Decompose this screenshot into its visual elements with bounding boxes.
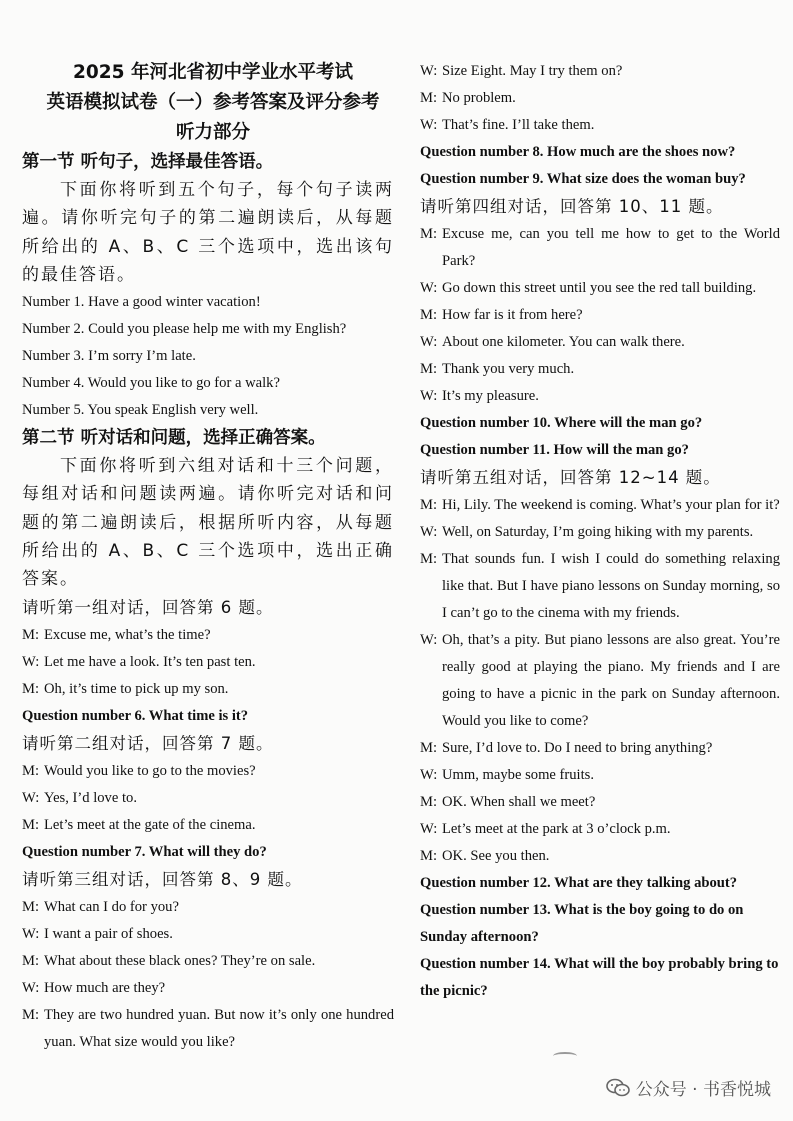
speaker-label: M: bbox=[420, 307, 438, 323]
group4-heading: 请听第四组对话，回答第 10、11 题。 bbox=[420, 197, 724, 216]
dialogue-text: OK. When shall we meet? bbox=[442, 794, 596, 810]
exam-title-line2: 英语模拟试卷（一）参考答案及评分参考 bbox=[46, 92, 380, 113]
dialogue-line bbox=[22, 1002, 394, 1056]
section2-instruction-text: 下面你将听到六组对话和十三个问题，每组对话和问题读两遍。请你听完对话和问题的第二遍朗读后，根据所听内容，从每题所给出的 A、B、C 三个选项中，选出正确答案。 bbox=[22, 456, 394, 590]
dialogue-text: Hi, Lily. The weekend is coming. What’s your plan for it? bbox=[442, 497, 780, 513]
listening-section-title: 听力部分 bbox=[175, 122, 250, 143]
speaker-label: M: bbox=[420, 90, 438, 106]
speaker-label: M: bbox=[420, 361, 438, 377]
watermark-text: 公众号 · 书香悦城 bbox=[635, 1080, 771, 1100]
speaker-label: M: bbox=[22, 680, 40, 697]
group1-heading: 请听第一组对话，回答第 6 题。 bbox=[22, 597, 274, 617]
sentence-2: Number 2. Could you please help me with my English? bbox=[22, 321, 347, 338]
dialogue-text: Let’s meet at the gate of the cinema. bbox=[44, 816, 256, 833]
speaker-label: W: bbox=[420, 63, 438, 79]
section1-instruction bbox=[22, 176, 394, 289]
dialogue-text: What can I do for you? bbox=[44, 898, 179, 915]
left-column bbox=[22, 58, 394, 1056]
right-column bbox=[420, 58, 780, 1005]
speaker-label: M: bbox=[420, 226, 438, 242]
dialogue-line bbox=[22, 975, 394, 1002]
dialogue-text: That’s fine. I’ll take them. bbox=[442, 117, 595, 133]
dialogue-text: What about these black ones? They’re on sale. bbox=[44, 952, 316, 969]
question-13: Question number 13. What is the boy going to do on Sunday afternoon? bbox=[420, 902, 744, 945]
dialogue-line bbox=[420, 735, 780, 762]
dialogue-text: Would you like to go to the movies? bbox=[44, 762, 256, 779]
question-7: Question number 7. What will they do? bbox=[22, 843, 267, 860]
dialogue-line bbox=[22, 921, 394, 948]
group2-heading: 请听第二组对话，回答第 7 题。 bbox=[22, 733, 274, 753]
dialogue-line bbox=[22, 894, 394, 921]
dialogue-text: Oh, that’s a pity. But piano lessons are also great. You’re really good at playing the piano. My friends and I are going to have a picnic in the park on Sunday afternoon. Would you like to come? bbox=[442, 632, 780, 729]
dialogue-text: OK. See you then. bbox=[442, 848, 550, 864]
question-14: Question number 14. What will the boy probably bring to the picnic? bbox=[420, 956, 779, 999]
dialogue-line bbox=[22, 622, 394, 649]
dialogue-line bbox=[420, 816, 780, 843]
question-9: Question number 9. What size does the woman buy? bbox=[420, 171, 746, 187]
dialogue-text: Go down this street until you see the red tall building. bbox=[442, 280, 757, 296]
dialogue-line bbox=[420, 843, 780, 870]
group3-heading: 请听第三组对话，回答第 8、9 题。 bbox=[22, 869, 303, 889]
dialogue-line bbox=[22, 948, 394, 975]
dialogue-line bbox=[420, 519, 780, 546]
dialogue-line bbox=[22, 758, 394, 785]
dialogue-text: Thank you very much. bbox=[442, 361, 575, 377]
dialogue-text: Let’s meet at the park at 3 o’clock p.m. bbox=[442, 821, 671, 837]
question-10: Question number 10. Where will the man go? bbox=[420, 415, 703, 431]
speaker-label: W: bbox=[22, 653, 40, 670]
speaker-label: M: bbox=[22, 816, 40, 833]
dialogue-text: Size Eight. May I try them on? bbox=[442, 63, 623, 79]
section2-instruction bbox=[22, 452, 394, 593]
sentence-5: Number 5. You speak English very well. bbox=[22, 402, 259, 419]
dialogue-text: No problem. bbox=[442, 90, 516, 106]
speaker-label: M: bbox=[22, 626, 40, 643]
speaker-label: W: bbox=[420, 524, 438, 540]
speaker-label: M: bbox=[22, 1006, 40, 1023]
dialogue-text: Well, on Saturday, I’m going hiking with my parents. bbox=[442, 524, 754, 540]
section2-heading: 第二节 听对话和问题，选择正确答案。 bbox=[22, 428, 326, 449]
dialogue-text: I want a pair of shoes. bbox=[44, 925, 173, 942]
dialogue-text: Umm, maybe some fruits. bbox=[442, 767, 594, 783]
dialogue-line bbox=[22, 785, 394, 812]
speaker-label: M: bbox=[420, 497, 438, 513]
dialogue-text: Oh, it’s time to pick up my son. bbox=[44, 680, 229, 697]
speaker-label: W: bbox=[420, 767, 438, 783]
dialogue-line bbox=[420, 627, 780, 735]
dialogue-line bbox=[420, 383, 780, 410]
dialogue-line bbox=[22, 649, 394, 676]
dialogue-line bbox=[420, 221, 780, 275]
dialogue-line bbox=[420, 329, 780, 356]
speaker-label: M: bbox=[22, 952, 40, 969]
question-11: Question number 11. How will the man go? bbox=[420, 442, 689, 458]
sentence-4: Number 4. Would you like to go for a walk? bbox=[22, 375, 280, 392]
exam-title-line1: 2025 年河北省初中学业水平考试 bbox=[73, 62, 353, 83]
dialogue-line bbox=[420, 58, 780, 85]
dialogue-text: They are two hundred yuan. But now it’s only one hundred yuan. What size would you like? bbox=[44, 1006, 394, 1050]
dialogue-text: It’s my pleasure. bbox=[442, 388, 539, 404]
speaker-label: W: bbox=[22, 925, 40, 942]
section1-instruction-text: 下面你将听到五个句子，每个句子读两遍。请你听完句子的第二遍朗读后，从每题所给出的 A、B、C 三个选项中，选出该句的最佳答语。 bbox=[22, 180, 394, 285]
dialogue-line bbox=[420, 492, 780, 519]
speaker-label: W: bbox=[22, 979, 40, 996]
sentence-1: Number 1. Have a good winter vacation! bbox=[22, 294, 261, 311]
section1-heading: 第一节 听句子，选择最佳答语。 bbox=[22, 152, 274, 172]
dialogue-text: Excuse me, can you tell me how to get to the World Park? bbox=[442, 226, 780, 269]
dialogue-line bbox=[420, 356, 780, 383]
speaker-label: W: bbox=[420, 280, 438, 296]
speaker-label: W: bbox=[420, 388, 438, 404]
dialogue-line bbox=[22, 676, 394, 703]
section1-sentences bbox=[22, 289, 394, 424]
dialogue-text: How far is it from here? bbox=[442, 307, 583, 323]
dialogue-text: Let me have a look. It’s ten past ten. bbox=[44, 653, 256, 670]
speaker-label: W: bbox=[420, 632, 438, 648]
dialogue-line bbox=[420, 546, 780, 627]
speaker-label: M: bbox=[420, 551, 438, 567]
group5-heading: 请听第五组对话，回答第 12~14 题。 bbox=[420, 468, 721, 487]
dialogue-text: How much are they? bbox=[44, 979, 166, 996]
dialogue-line bbox=[420, 789, 780, 816]
dialogue-line bbox=[420, 762, 780, 789]
speaker-label: M: bbox=[22, 898, 40, 915]
speaker-label: M: bbox=[420, 848, 438, 864]
speaker-label: W: bbox=[420, 821, 438, 837]
dialogue-line bbox=[420, 275, 780, 302]
dialogue-text: Excuse me, what’s the time? bbox=[44, 626, 211, 643]
dialogue-text: Sure, I’d love to. Do I need to bring anything? bbox=[442, 740, 713, 756]
dialogue-line bbox=[420, 112, 780, 139]
scan-mark bbox=[553, 1052, 577, 1060]
wechat-icon bbox=[606, 1078, 630, 1098]
speaker-label: M: bbox=[420, 794, 438, 810]
speaker-label: M: bbox=[420, 740, 438, 756]
speaker-label: M: bbox=[22, 762, 40, 779]
question-8: Question number 8. How much are the shoes now? bbox=[420, 144, 736, 160]
watermark bbox=[606, 1075, 771, 1100]
dialogue-line bbox=[420, 302, 780, 329]
speaker-label: W: bbox=[420, 117, 438, 133]
dialogue-text: About one kilometer. You can walk there. bbox=[442, 334, 685, 350]
question-12: Question number 12. What are they talking about? bbox=[420, 875, 738, 891]
question-6: Question number 6. What time is it? bbox=[22, 707, 249, 724]
dialogue-line bbox=[22, 812, 394, 839]
dialogue-line bbox=[420, 85, 780, 112]
dialogue-text: That sounds fun. I wish I could do something relaxing like that. But I have piano lessons on Sunday morning, so I can’t go to the cinema with my friends. bbox=[442, 551, 780, 621]
speaker-label: W: bbox=[420, 334, 438, 350]
dialogue-text: Yes, I’d love to. bbox=[44, 789, 137, 806]
speaker-label: W: bbox=[22, 789, 40, 806]
sentence-3: Number 3. I’m sorry I’m late. bbox=[22, 348, 196, 365]
